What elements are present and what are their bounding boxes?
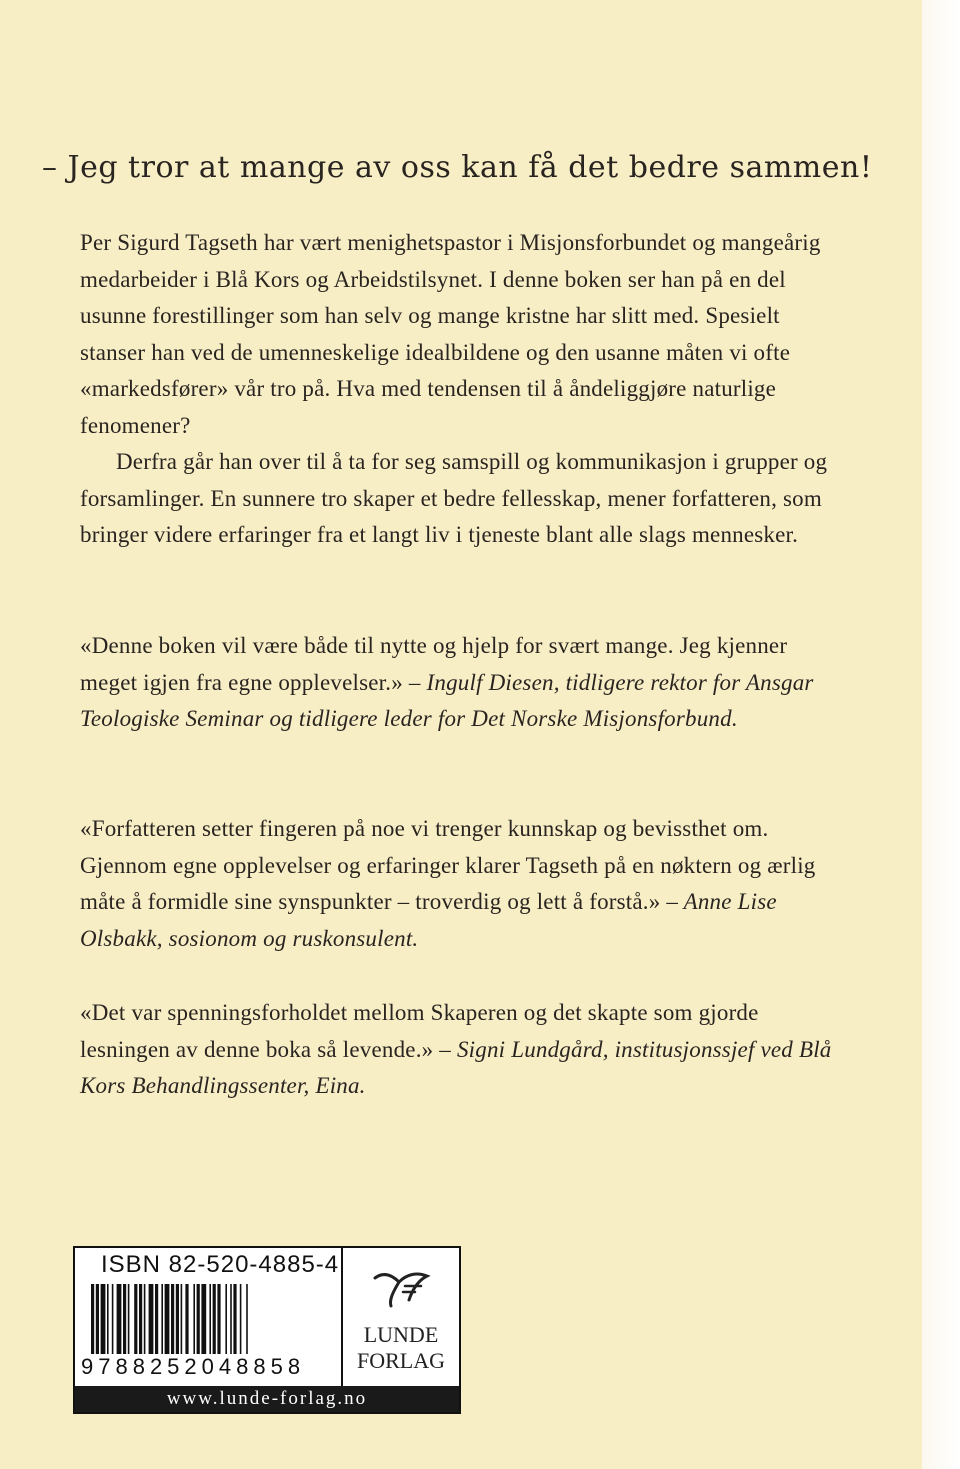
barcode-bar [213,1284,216,1354]
barcode-bar [225,1284,227,1354]
quote-attribution: Signi Lundgård, institusjonssjef ved Blå Kors Behandlingssenter, Eina. [80,1036,832,1098]
ean-digits: 9788252048858 [81,1354,306,1379]
page-edge [922,0,960,1469]
quote-attribution: Ingulf Diesen, tidligere rektor for Ansgar Teologiske Seminar og tidligere leder for Det Norske Misjonsforbund. [80,669,814,731]
review-quote-2 [80,811,840,957]
publisher-name-line-2: FORLAG [356,1348,445,1373]
barcode-bar [123,1284,126,1354]
blurb-paragraph-2: Derfra går han over til å ta for seg samspill og kommunikasjon i grupper og forsamlinger. En sunnere tro skaper et bedre fellesskap, mener forfatteren, som bringer videre erfaringer fra et langt liv i tjeneste blant alle slags mennesker. [80,449,828,547]
barcode-bar [161,1284,163,1354]
barcode-bar [246,1284,248,1354]
publisher-name-line-1: LUNDE [363,1322,439,1347]
barcode-bar [149,1284,154,1354]
barcode-bar [155,1284,158,1354]
publisher-name [343,1322,459,1374]
isbn-number: ISBN 82-520-4885-4 [101,1251,340,1278]
barcode-bar [201,1284,206,1354]
publisher-url: www.lunde-forlag.no [75,1386,459,1412]
quote-text: «Forfatteren setter fingeren på noe vi trenger kunnskap og bevissthet om. Gjennom egne opplevelser og erfaringer klarer Tagseth på en nøktern og ærlig måte å formidle sine synspunkter – troverdig og lett å forstå.» [80,816,816,914]
review-quote-1 [80,628,840,738]
barcode-bar [112,1284,114,1354]
barcode-bar [101,1284,106,1354]
barcode-bar [171,1284,174,1354]
barcode-bar [197,1284,200,1354]
barcode-bar [117,1284,122,1354]
publisher-logo-icon [369,1266,433,1310]
review-quote-3 [80,995,840,1105]
publisher-block [343,1248,459,1386]
barcode-bar [144,1284,146,1354]
isbn-barcode-box [73,1246,461,1414]
blurb-paragraph-1: Per Sigurd Tagseth har vært menighetspastor i Misjonsforbundet og mangeårig medarbeider i Blå Kors og Arbeidstilsynet. I denne boken ser han på en del usunne forestillinger som han selv og mange kristne har slitt med. Spesielt stanser han ved de umenneskelige idealbildene og den usanne måten vi ofte «markedsfører» vår tro på. Hva med tendensen til å åndeliggjøre naturlige fenomener? [80,230,821,438]
barcode-bar [165,1284,170,1354]
barcode-bar [193,1284,195,1354]
barcode-bar [209,1284,211,1354]
barcode-bar [128,1284,130,1354]
barcode-bar [91,1284,94,1354]
barcode-bar [181,1284,183,1354]
barcode-bar [185,1284,188,1354]
barcode-bar [233,1284,236,1354]
headline: – Jeg tror at mange av oss kan få det bedre sammen! [42,150,873,185]
barcode-bar [96,1284,99,1354]
barcode [89,1284,329,1354]
barcode-bar [176,1284,179,1354]
quote-text: «Det var spenningsforholdet mellom Skaperen og det skapte som gjorde lesningen av denne boka så levende.» – [80,1000,759,1062]
barcode-bar [240,1284,242,1354]
barcode-panel [75,1248,343,1386]
barcode-bar [139,1284,142,1354]
quote-attribution: – Anne Lise Olsbakk, sosionom og ruskonsulent. [80,889,777,951]
barcode-bar [134,1284,137,1354]
barcode-bar [107,1284,109,1354]
blurb [80,225,840,554]
quote-text: «Denne boken vil være både til nytte og hjelp for svært mange. Jeg kjenner meget igjen fra egne opplevelser.» – [80,633,788,695]
barcode-bar [217,1284,220,1354]
barcode-bar [230,1284,232,1354]
